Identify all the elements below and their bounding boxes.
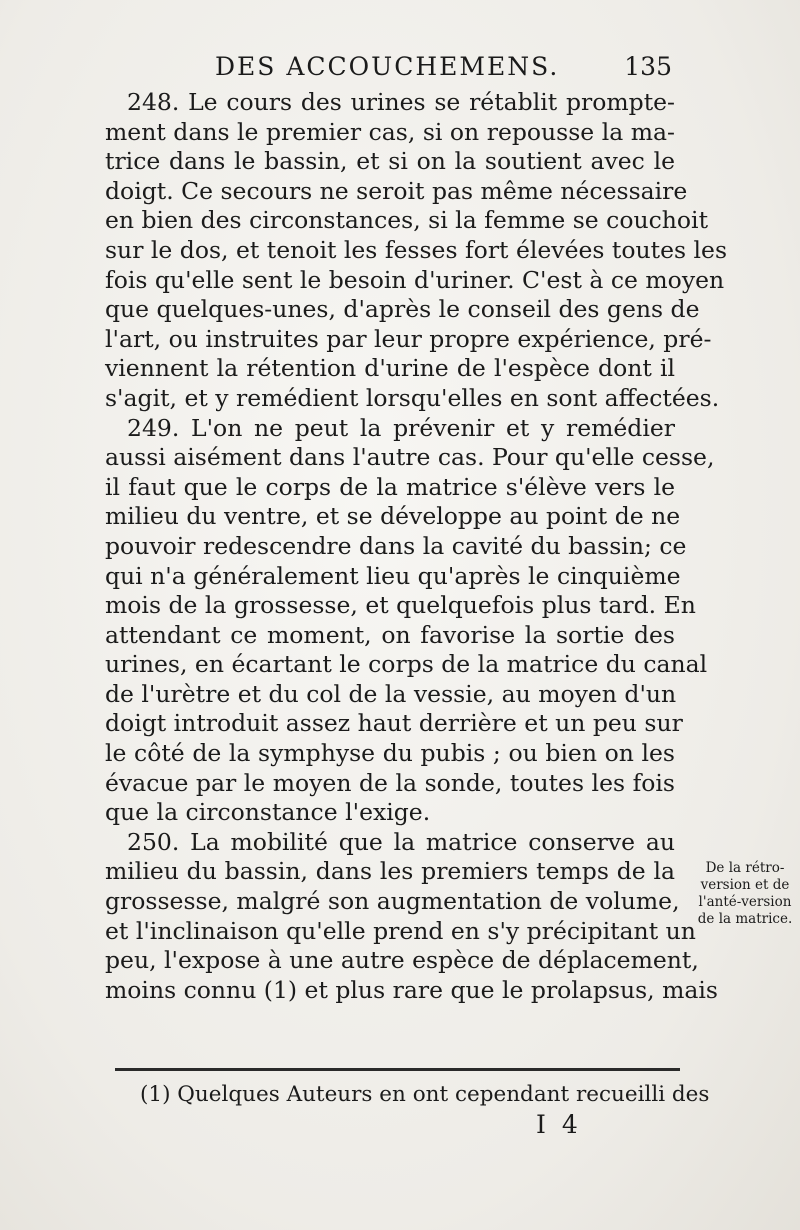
- text-line: 249. L'on ne peut la prévenir et y remédier: [127, 413, 675, 442]
- text-line: attendant ce moment, on favorise la sortie des: [105, 620, 675, 649]
- text-line: moins connu (1) et plus rare que le prolapsus, mais: [105, 975, 718, 1004]
- text-line: aussi aisément dans l'autre cas. Pour qu'elle cesse,: [105, 443, 715, 472]
- signature-mark: I 4: [536, 1110, 582, 1139]
- margin-note-line: De la rétro-: [705, 860, 785, 876]
- page-header: [110, 52, 680, 88]
- margin-note-line: version et de: [700, 877, 790, 893]
- text-line: qui n'a généralement lieu qu'après le cinquième: [105, 561, 681, 590]
- text-line: en bien des circonstances, si la femme se couchoit: [105, 206, 709, 235]
- text-line: grossesse, malgré son augmentation de volume,: [105, 887, 680, 916]
- text-line: et l'inclinaison qu'elle prend en s'y précipitant un: [105, 916, 696, 945]
- text-line: fois qu'elle sent le besoin d'uriner. C'est à ce moyen: [105, 265, 725, 294]
- page-number: 135: [624, 52, 672, 81]
- text-line: doigt introduit assez haut derrière et un peu sur: [105, 709, 683, 738]
- text-line: mois de la grossesse, et quelquefois plus tard. En: [105, 591, 696, 620]
- text-line: pouvoir redescendre dans la cavité du bassin; ce: [105, 531, 687, 560]
- text-line: urines, en écartant le corps de la matrice du canal: [105, 650, 708, 679]
- text-line: ment dans le premier cas, si on repousse la ma-: [105, 117, 675, 146]
- text-line: s'agit, et y remédient lorsqu'elles en sont affectées.: [105, 383, 720, 412]
- text-line: 248. Le cours des urines se rétablit prompte-: [127, 88, 675, 116]
- text-line: viennent la rétention d'urine de l'espèce dont il: [105, 354, 675, 383]
- text-line: milieu du bassin, dans les premiers temps de la: [105, 857, 675, 886]
- text-line: que la circonstance l'exige.: [105, 798, 431, 827]
- text-line: sur le dos, et tenoit les fesses fort élevées toutes les: [105, 235, 728, 264]
- margin-note-line: l'anté-version: [698, 894, 792, 910]
- text-line: évacue par le moyen de la sonde, toutes les fois: [105, 768, 675, 797]
- body-text: [105, 88, 728, 1005]
- text-line: que quelques-unes, d'après le conseil des gens de: [105, 295, 700, 324]
- text-line: le côté de la symphyse du pubis ; ou bien on les: [105, 739, 675, 768]
- text-line: trice dans le bassin, et si on la soutient avec le: [105, 147, 675, 176]
- text-line: milieu du ventre, et se développe au point de ne: [105, 502, 681, 531]
- running-head: DES ACCOUCHEMENS.: [215, 52, 560, 81]
- footnote: (1) Quelques Auteurs en ont cependant recueilli des: [140, 1082, 710, 1107]
- text-line: peu, l'expose à une autre espèce de déplacement,: [105, 946, 699, 975]
- text-line: doigt. Ce secours ne seroit pas même nécessaire: [105, 176, 688, 205]
- text-line: de l'urètre et du col de la vessie, au moyen d'un: [105, 679, 677, 708]
- text-line: l'art, ou instruites par leur propre expérience, pré-: [105, 324, 712, 353]
- text-line: 250. La mobilité que la matrice conserve au: [127, 827, 675, 856]
- margin-note: [690, 860, 800, 928]
- margin-note-line: de la matrice.: [697, 911, 793, 927]
- text-line: il faut que le corps de la matrice s'élève vers le: [105, 472, 675, 501]
- footnote-rule: [115, 1068, 680, 1071]
